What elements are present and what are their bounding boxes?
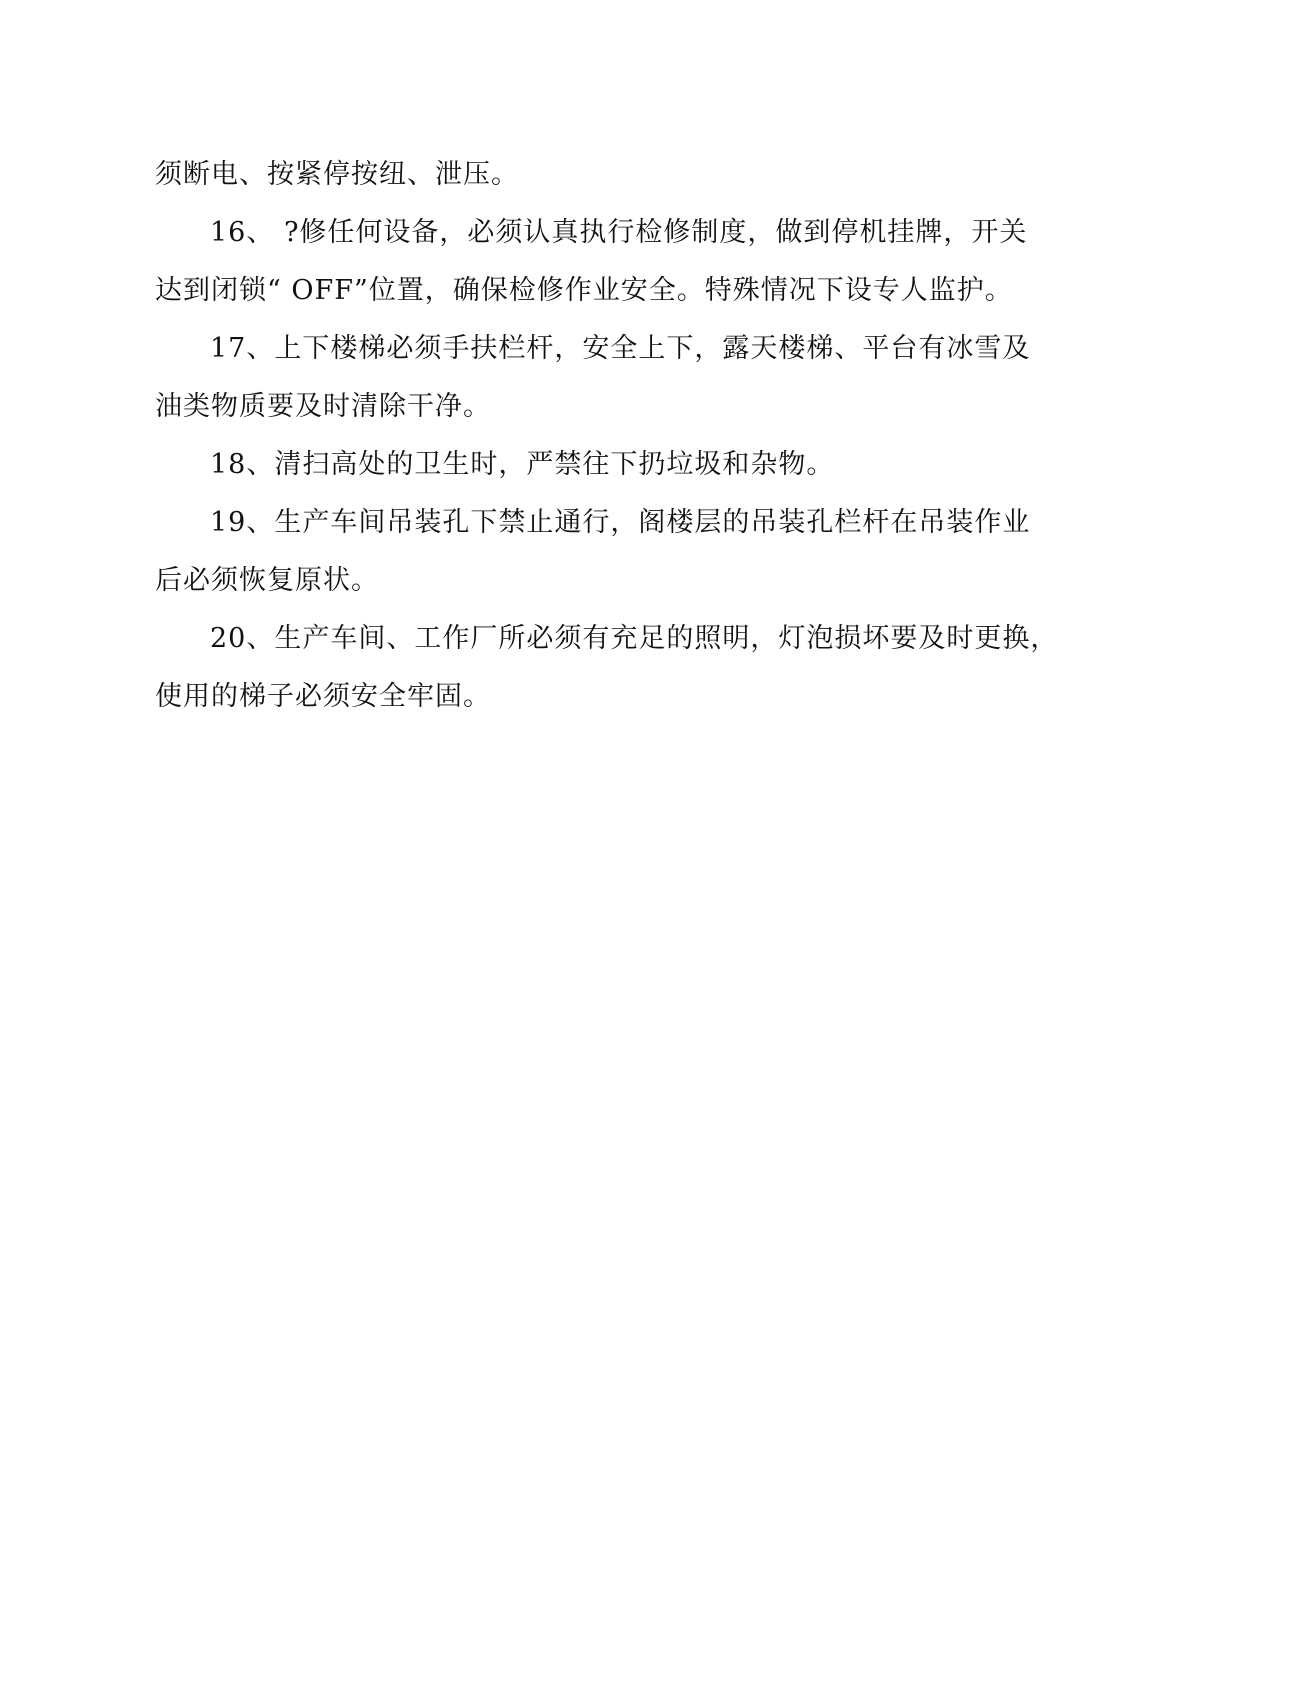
paragraph-20 bbox=[155, 610, 1085, 726]
text-line: 后必须恢复原状。 bbox=[155, 565, 379, 596]
text-line: 须断电、按紧停按纽、泄压。 bbox=[155, 159, 519, 190]
paragraph-18 bbox=[155, 436, 1085, 494]
text-line: 使用的梯子必须安全牢固。 bbox=[155, 681, 491, 712]
text-line: 17、上下楼梯必须手扶栏杆，安全上下，露天楼梯、平台有冰雪及 bbox=[210, 333, 1031, 364]
text-line: 19、生产车间吊装孔下禁止通行，阁楼层的吊装孔栏杆在吊装作业 bbox=[210, 507, 1031, 538]
paragraph-16 bbox=[155, 204, 1085, 320]
text-line: 16、 ?修任何设备，必须认真执行检修制度，做到停机挂牌，开关 bbox=[210, 217, 1028, 248]
paragraph-15-continuation bbox=[155, 146, 1085, 204]
paragraph-17 bbox=[155, 320, 1085, 436]
paragraph-19 bbox=[155, 494, 1085, 610]
text-line: 达到闭锁“ OFF”位置，确保检修作业安全。特殊情况下设专人监护。 bbox=[155, 275, 1013, 306]
text-line: 油类物质要及时清除干净。 bbox=[155, 391, 491, 422]
text-line: 20、生产车间、工作厂所必须有充足的照明，灯泡损坏要及时更换， bbox=[210, 623, 1059, 654]
document-body bbox=[155, 146, 1085, 726]
text-line: 18、清扫高处的卫生时，严禁往下扔垃圾和杂物。 bbox=[210, 449, 835, 480]
